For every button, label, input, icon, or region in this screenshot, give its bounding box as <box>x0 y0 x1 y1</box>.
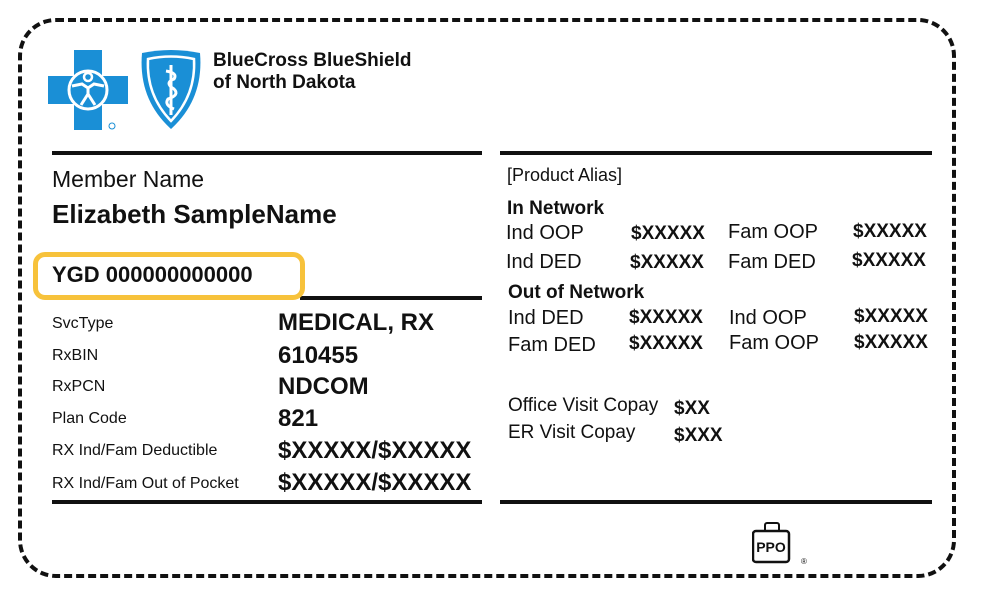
in-network-heading: In Network <box>507 198 605 219</box>
rxbin-value: 610455 <box>278 342 359 369</box>
in-ind-ded-label: Ind DED <box>506 251 582 273</box>
brand-line-2: of North Dakota <box>213 72 356 93</box>
divider-bottom-right <box>500 500 932 504</box>
registered-mark: ® <box>801 557 807 566</box>
in-fam-oop-value: $XXXXX <box>853 221 927 242</box>
out-network-heading: Out of Network <box>508 282 645 303</box>
in-fam-oop-label: Fam OOP <box>728 221 819 243</box>
out-fam-ded-label: Fam DED <box>508 334 596 356</box>
divider-top-right <box>500 151 932 155</box>
rxbin-label: RxBIN <box>52 347 99 364</box>
rx-oop-value: $XXXXX/$XXXXX <box>278 469 472 496</box>
divider-bottom-left <box>52 500 482 504</box>
brand-line-1: BlueCross BlueShield <box>213 50 412 71</box>
member-name-label: Member Name <box>52 166 205 192</box>
out-ind-oop-label: Ind OOP <box>729 307 807 329</box>
in-ind-oop-label: Ind OOP <box>506 222 584 244</box>
out-ind-ded-label: Ind DED <box>508 307 584 329</box>
out-ind-oop-value: $XXXXX <box>854 306 928 327</box>
brand-name <box>213 50 412 94</box>
product-alias: [Product Alias] <box>507 165 623 185</box>
member-name: Elizabeth SampleName <box>52 199 337 229</box>
divider-top-left <box>52 151 482 155</box>
rx-oop-label: RX Ind/Fam Out of Pocket <box>52 475 239 492</box>
er-copay-label: ER Visit Copay <box>508 422 636 443</box>
office-copay-value: $XX <box>674 398 710 419</box>
rx-deductible-label: RX Ind/Fam Deductible <box>52 442 218 459</box>
er-copay-value: $XXX <box>674 425 723 446</box>
bluecross-logo-icon <box>48 50 128 130</box>
in-ind-oop-value: $XXXXX <box>631 223 705 244</box>
out-fam-oop-label: Fam OOP <box>729 332 820 354</box>
plan-code-label: Plan Code <box>52 410 127 427</box>
rxpcn-value: NDCOM <box>278 373 369 400</box>
rx-deductible-value: $XXXXX/$XXXXX <box>278 437 472 464</box>
ppo-suitcase-icon <box>752 522 792 564</box>
svctype-value: MEDICAL, RX <box>278 309 434 336</box>
divider-mid-left <box>300 296 482 300</box>
ppo-label: PPO <box>756 539 786 555</box>
out-fam-oop-value: $XXXXX <box>854 332 928 353</box>
office-copay-label: Office Visit Copay <box>508 395 659 416</box>
blueshield-logo-icon <box>138 49 204 132</box>
in-ind-ded-value: $XXXXX <box>630 252 704 273</box>
in-fam-ded-value: $XXXXX <box>852 250 926 271</box>
rxpcn-label: RxPCN <box>52 378 106 395</box>
in-fam-ded-label: Fam DED <box>728 251 816 273</box>
plan-code-value: 821 <box>278 405 319 432</box>
svctype-label: SvcType <box>52 315 114 332</box>
out-ind-ded-value: $XXXXX <box>629 307 703 328</box>
out-fam-ded-value: $XXXXX <box>629 333 703 354</box>
member-id: YGD 000000000000 <box>52 262 253 287</box>
